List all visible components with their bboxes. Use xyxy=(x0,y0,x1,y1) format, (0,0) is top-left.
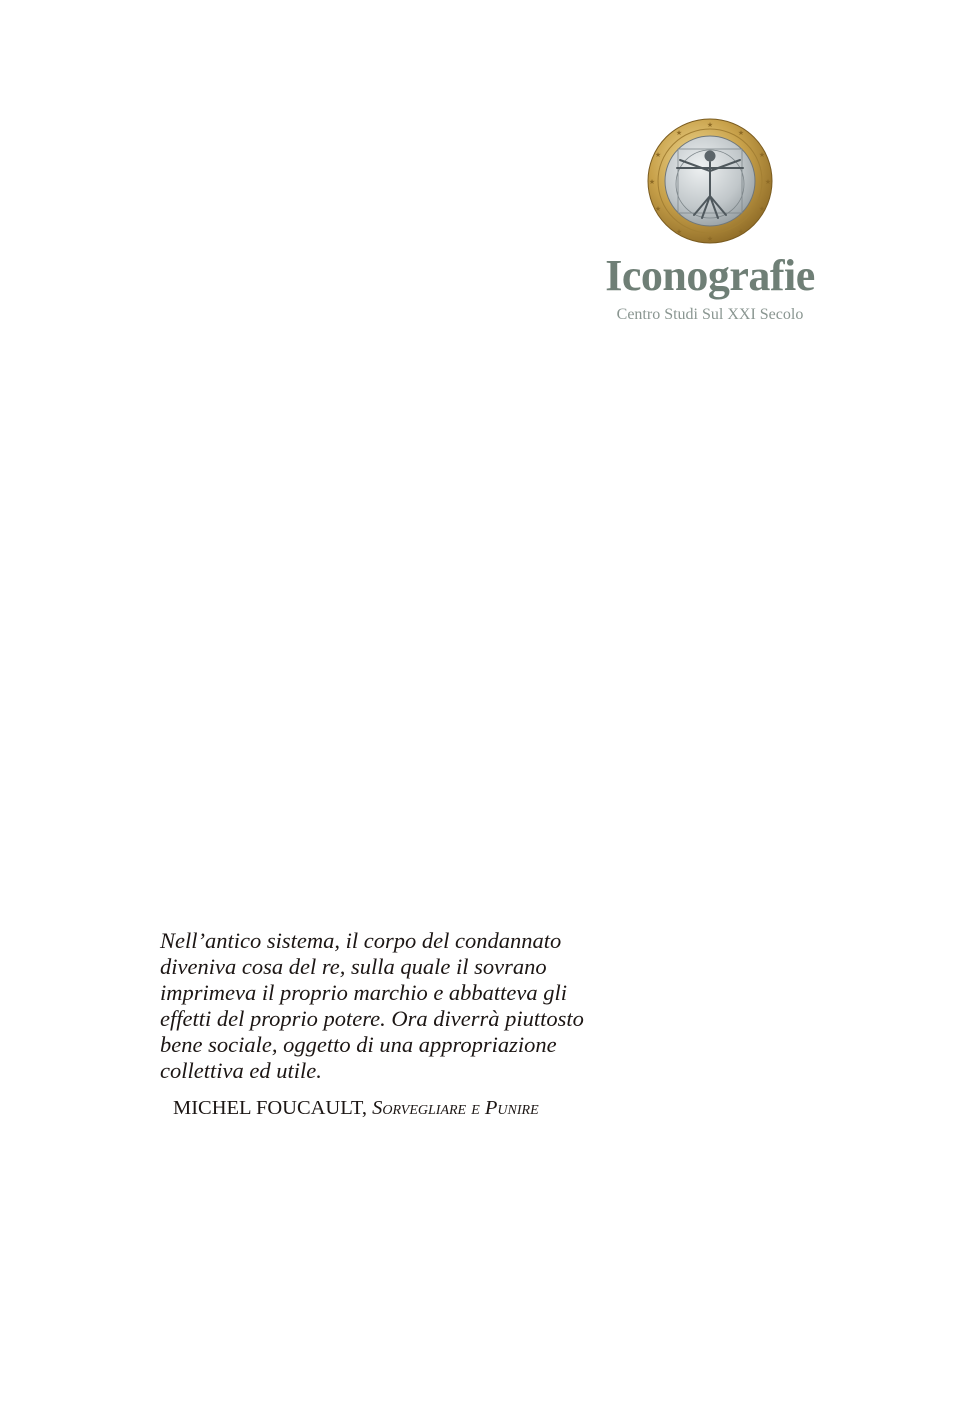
quote-work-title: Sorvegliare e Punire xyxy=(372,1097,539,1119)
epigraph-quote xyxy=(160,928,630,1120)
svg-text:★: ★ xyxy=(737,129,745,137)
svg-text:★: ★ xyxy=(737,228,745,236)
svg-text:★: ★ xyxy=(758,205,766,213)
svg-text:★: ★ xyxy=(654,151,662,159)
vitruvian-man-euro-coin-icon xyxy=(647,118,773,244)
quote-text: Nell’antico sistema, il corpo del condannato diveniva cosa del re, sulla quale il sovrano imprimeva il proprio marchio e abbatteva gli effetti del proprio potere. Ora diverrà piuttosto bene sociale, oggetto di una appropriazione collettiva ed utile. xyxy=(160,928,584,1083)
svg-text:★: ★ xyxy=(706,121,714,129)
logo-subtitle: Centro Studi Sul XXI Secolo xyxy=(616,306,804,323)
svg-text:★: ★ xyxy=(675,129,683,137)
svg-text:★: ★ xyxy=(648,178,656,186)
svg-text:★: ★ xyxy=(675,228,683,236)
quote-author: MICHEL FOUCAULT, xyxy=(173,1097,367,1119)
svg-text:★: ★ xyxy=(764,178,772,186)
iconografie-logo xyxy=(596,118,824,333)
svg-text:★: ★ xyxy=(758,151,766,159)
quote-attribution xyxy=(173,1096,630,1120)
svg-text:★: ★ xyxy=(654,205,662,213)
svg-text:★: ★ xyxy=(706,235,714,243)
logo-title: Iconografie xyxy=(605,251,815,300)
